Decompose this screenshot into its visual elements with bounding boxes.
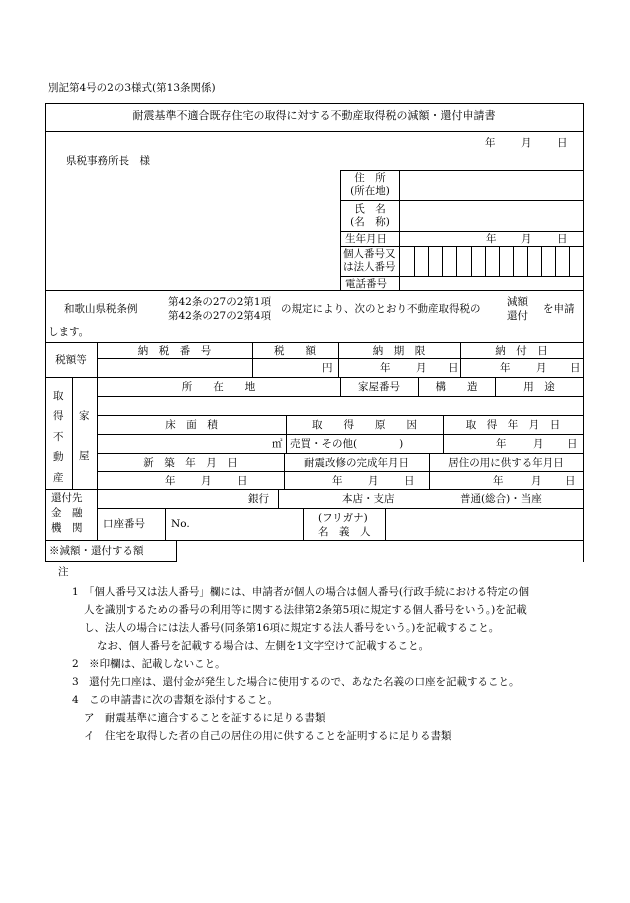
address-field[interactable] [400, 171, 583, 200]
form-title: 耐震基準不適合既存住宅の取得に対する不動産取得税の減額・還付申請書 [132, 109, 496, 122]
location-field[interactable] [98, 397, 583, 415]
payment-date-header: 納 付 日 [495, 345, 548, 357]
date-year: 年 [485, 137, 496, 149]
retro-month: 月 [368, 475, 379, 487]
acquisition-cause-value[interactable]: 売買・その他( ) [290, 438, 404, 450]
yen-unit: 円 [322, 362, 333, 374]
due-date-header: 納 期 限 [372, 345, 426, 357]
retrofit-date-header: 耐震改修の完成年月日 [304, 457, 409, 469]
paid-year: 年 [500, 362, 511, 374]
res-day: 日 [565, 475, 576, 487]
floor-area-header: 床 面 積 [165, 419, 218, 431]
bank-suffix: 銀行 [248, 493, 269, 505]
residence-date-header: 居住の用に供する年月日 [448, 457, 564, 469]
refund-label-3: 機 関 [51, 522, 83, 534]
note-2: 2 ※印欄は、記載しないこと。 [72, 658, 226, 670]
statement-middle: の規定により、次のとおり不動産取得税の [281, 303, 481, 315]
id-number-label-sub: は法人番号 [343, 261, 396, 273]
phone-label: 電話番号 [345, 278, 387, 290]
birth-day: 日 [557, 233, 568, 245]
due-day: 日 [448, 362, 459, 374]
note-4: 4 この申請書に次の書類を添付すること。 [72, 694, 279, 706]
address-label-sub: (所在地) [350, 185, 390, 197]
account-holder-label: 名 義 人 [318, 526, 371, 538]
birth-month: 月 [521, 233, 532, 245]
acq-day: 日 [567, 438, 578, 450]
account-number-field[interactable] [190, 509, 303, 540]
birthdate-label: 生年月日 [345, 233, 387, 245]
name-label: 氏 名 [354, 203, 386, 215]
use-header: 用 途 [523, 381, 555, 393]
article-option-2: 第42条の27の2第4項 [168, 310, 272, 322]
location-header: 所 在 地 [181, 381, 256, 393]
built-day: 日 [237, 475, 248, 487]
option-reduction: 減額 [507, 296, 528, 308]
due-month: 月 [416, 362, 427, 374]
notice-number-header: 納 税 番 号 [137, 345, 212, 357]
notes-heading: 注 [58, 566, 69, 578]
account-holder-field[interactable] [386, 509, 583, 540]
tax-amount-header: 税 額 [274, 345, 316, 357]
furigana-label: (フリガナ) [318, 512, 368, 524]
paid-day: 日 [570, 362, 581, 374]
square-meter-unit: ㎡ [272, 438, 283, 450]
birthdate-field[interactable] [400, 232, 583, 246]
note-3: 3 還付先口座は、還付金が発生した場合に使用するので、あなた名義の口座を記載すること。 [72, 676, 520, 688]
phone-field[interactable] [400, 277, 583, 290]
construction-date-header: 新 築 年 月 日 [143, 457, 238, 469]
structure-header: 構 造 [435, 381, 478, 393]
note-4-b: イ 住宅を取得した者の自己の居住の用に供することを証明するに足りる書類 [84, 730, 452, 742]
acq-year: 年 [496, 438, 507, 450]
id-number-label: 個人番号又 [343, 248, 396, 260]
name-field[interactable] [400, 201, 583, 231]
res-year: 年 [493, 475, 504, 487]
res-month: 月 [531, 475, 542, 487]
note-1-line-3: し、法人の場合には法人番号(同条第16項に規定する法人番号をいう。)を記載すること。 [84, 622, 500, 634]
house-number-header: 家屋番号 [358, 381, 400, 393]
statement-end: を申請 [543, 303, 575, 315]
acq-month: 月 [533, 438, 544, 450]
notice-number-field[interactable] [98, 359, 252, 377]
addressee: 県税事務所長 様 [66, 155, 150, 167]
note-1-line-2: 人を識別するための番号の利用等に関する法律第2条第5項に規定する個人番号をいう。)を記載 [84, 604, 527, 616]
birth-year: 年 [486, 233, 497, 245]
acquisition-cause-header: 取 得 原 因 [312, 419, 417, 431]
account-number-label: 口座番号 [103, 518, 145, 530]
ordinance-name: 和歌山県税条例 [64, 303, 138, 315]
address-label: 住 所 [354, 172, 386, 184]
account-number-prefix: No. [171, 518, 190, 530]
reduction-amount-label: ※減額・還付する額 [49, 545, 144, 557]
statement-continuation: します。 [48, 326, 90, 338]
note-1-line-1: 1 「個人番号又は法人番号」欄には、申請者が個人の場合は個人番号(行政手続における特定の個 [72, 586, 530, 598]
note-4-a: ア 耐震基準に適合することを証するに足りる書類 [84, 712, 326, 724]
acquisition-date-header: 取 得 年 月 日 [465, 419, 561, 431]
refund-label-2: 金 融 [51, 507, 83, 519]
retro-year: 年 [332, 475, 343, 487]
house-label-char-1: 家 [79, 410, 90, 422]
due-year: 年 [380, 362, 391, 374]
date-month: 月 [521, 137, 532, 149]
built-year: 年 [165, 475, 176, 487]
refund-label-1: 還付先 [51, 492, 83, 504]
form-reference: 別記第4号の2の3様式(第13条関係) [48, 82, 216, 94]
paid-month: 月 [536, 362, 547, 374]
property-label-char-1: 取 [53, 390, 64, 402]
id-number-field[interactable] [400, 247, 583, 276]
branch-option[interactable]: 本店・支店 [342, 493, 395, 505]
option-refund: 還付 [507, 310, 528, 322]
date-day: 日 [557, 137, 568, 149]
tax-row-label: 税額等 [55, 354, 87, 366]
note-1-line-4: なお、個人番号を記載する場合は、左側を1文字空けて記載すること。 [97, 640, 430, 652]
house-label-char-2: 屋 [79, 450, 90, 462]
property-label-char-3: 不 [53, 431, 64, 443]
article-option-1: 第42条の27の2第1項 [168, 296, 272, 308]
account-type-option[interactable]: 普通(総合)・当座 [460, 493, 542, 505]
property-label-char-5: 産 [53, 472, 64, 484]
built-month: 月 [201, 475, 212, 487]
property-label-char-2: 得 [53, 410, 64, 422]
retro-day: 日 [404, 475, 415, 487]
property-label-char-4: 動 [53, 451, 64, 463]
name-label-sub: (名 称) [350, 216, 390, 228]
